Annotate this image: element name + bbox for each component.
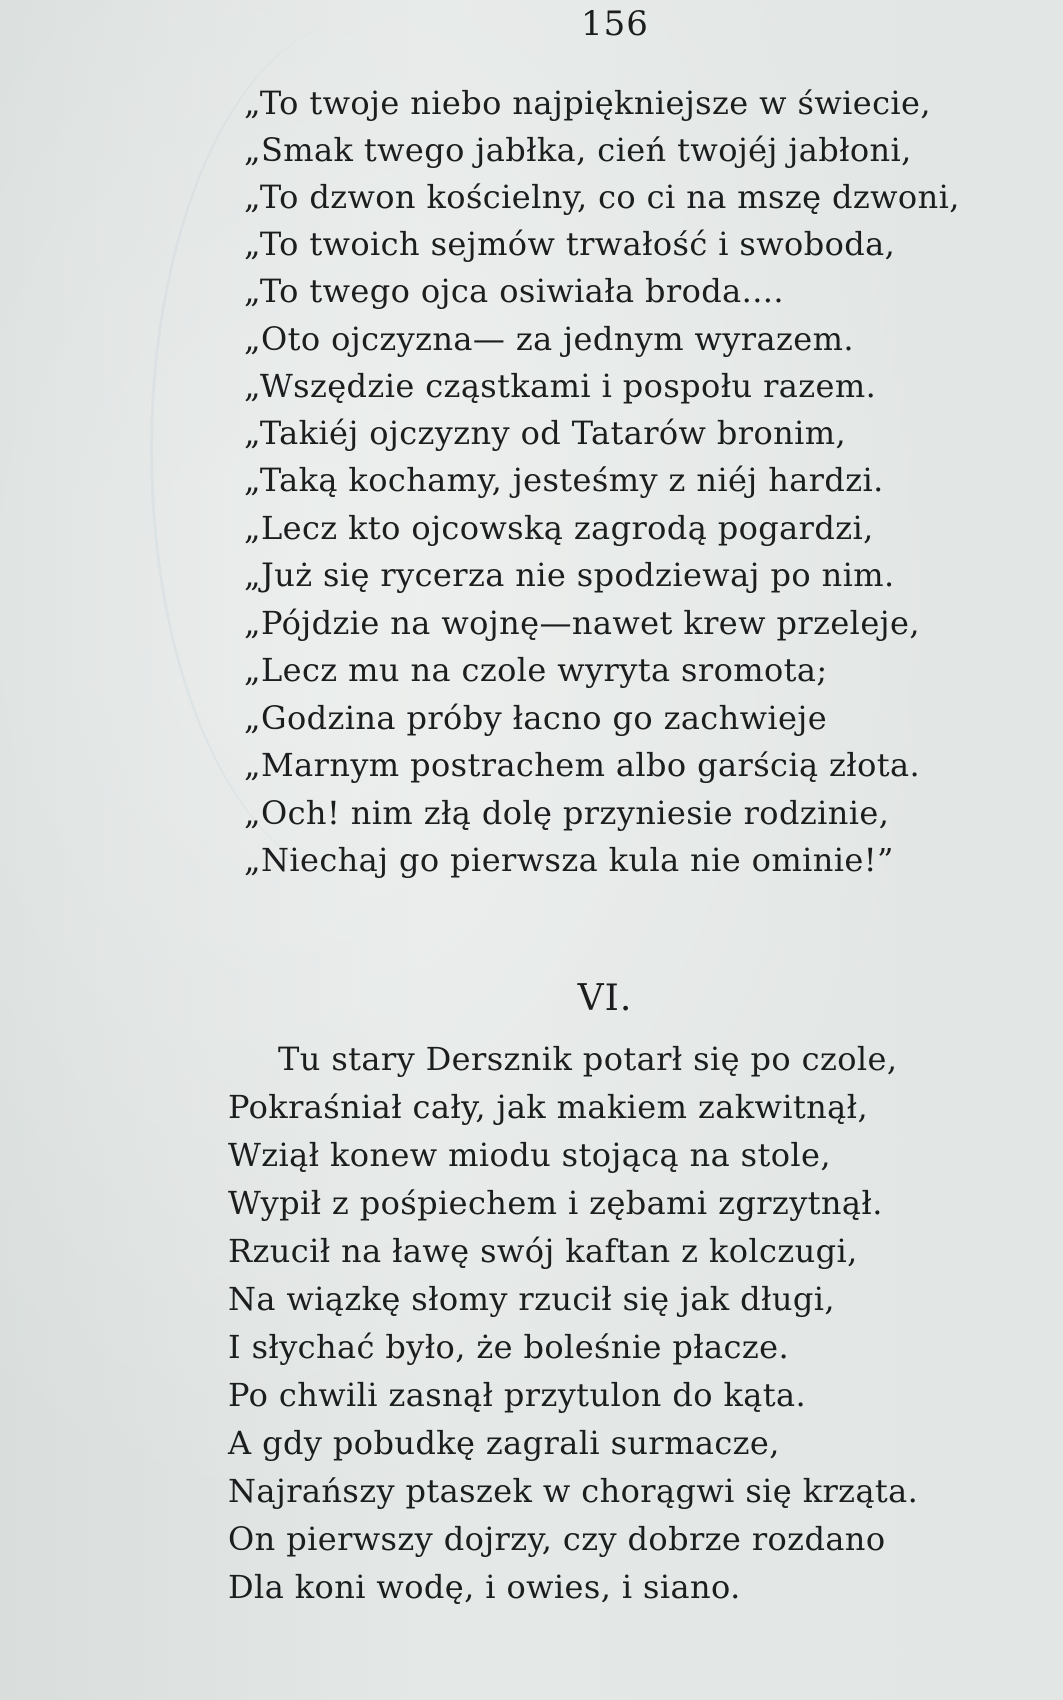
stanza-line: Najrańszy ptaszek w chorągwi się krząta. — [228, 1472, 919, 1510]
quote-line: „Lecz mu na czole wyryta sromota; — [244, 651, 828, 689]
quote-line: „Oto ojczyzna— za jednym wyrazem. — [244, 320, 854, 358]
quote-line: „To twoje niebo najpiękniejsze w świecie, — [244, 84, 931, 122]
quote-line: „To twoich sejmów trwałość i swoboda, — [244, 225, 896, 263]
stanza-line: Pokraśniał cały, jak makiem zakwitnął, — [228, 1088, 869, 1126]
quote-line: „To dzwon kościelny, co ci na mszę dzwoni, — [244, 178, 960, 216]
quote-line: „Wszędzie cząstkami i pospołu razem. — [244, 367, 877, 405]
stanza-line: I słychać było, że boleśnie płacze. — [228, 1328, 790, 1366]
quote-line: „Takiéj ojczyzny od Tatarów bronim, — [244, 414, 847, 452]
stanza-line: Dla koni wodę, i owies, i siano. — [228, 1568, 741, 1606]
quote-line: „To twego ojca osiwiała broda.... — [244, 272, 784, 310]
quote-line: „Godzina próby łacno go zachwieje — [244, 699, 828, 737]
quote-line: „Smak twego jabłka, cień twojéj jabłoni, — [244, 131, 912, 169]
quote-line: „Marnym postrachem albo garścią złota. — [244, 746, 921, 784]
stanza-line: Wziął konew miodu stojącą na stole, — [228, 1136, 831, 1174]
quote-line: „Już się rycerza nie spodziewaj po nim. — [244, 556, 895, 594]
stanza-line: Rzucił na ławę swój kaftan z kolczugi, — [228, 1232, 858, 1270]
quote-line: „Och! nim złą dolę przyniesie rodzinie, — [244, 794, 890, 832]
page-number: 156 — [581, 4, 649, 44]
stanza-line: Po chwili zasnął przytulon do kąta. — [228, 1376, 807, 1414]
stanza-line: A gdy pobudkę zagrali surmacze, — [228, 1424, 780, 1462]
stanza-line: Na wiązkę słomy rzucił się jak długi, — [228, 1280, 835, 1318]
section-heading: VI. — [577, 978, 633, 1019]
stanza-line: On pierwszy dojrzy, czy dobrze rozdano — [228, 1520, 886, 1558]
stanza-line: Tu stary Dersznik potarł się po czole, — [278, 1040, 898, 1078]
stanza-line: Wypił z pośpiechem i zębami zgrzytnął. — [228, 1184, 883, 1222]
quote-line: „Pójdzie na wojnę—nawet krew przeleje, — [244, 604, 920, 642]
quote-line: „Niechaj go pierwsza kula nie ominie!” — [244, 841, 894, 879]
quote-line: „Taką kochamy, jesteśmy z niéj hardzi. — [244, 461, 884, 499]
quote-line: „Lecz kto ojcowską zagrodą pogardzi, — [244, 509, 874, 547]
